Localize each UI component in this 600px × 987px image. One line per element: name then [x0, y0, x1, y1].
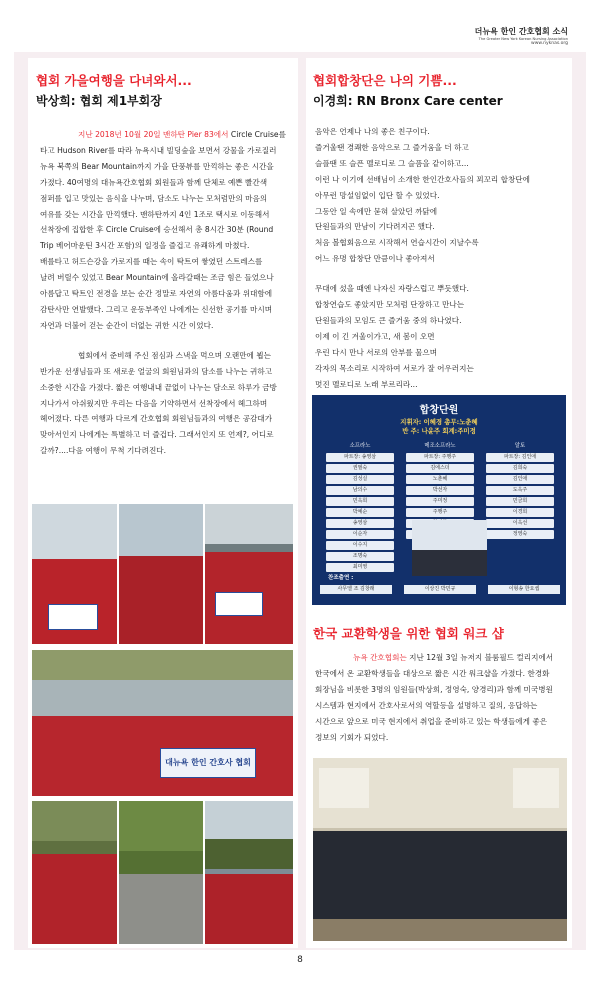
- text-line: 점퍼를 입고 맛있는 음식을 나누며, 담소도 나누는 모처럼만의 마음의: [40, 193, 268, 203]
- roster-cell: 이수지: [326, 541, 394, 550]
- text-line: 음악은 언제나 나의 좋은 친구이다.: [315, 127, 430, 136]
- choir-roster-table: [312, 395, 566, 605]
- guest-performer: 사무엘 조 김창래: [320, 585, 392, 594]
- roster-cell: 이순자: [326, 530, 394, 539]
- text-line: 날려 버릴수 있었고 Bear Mountain에 올라갈때는 조금 힘은 들었으나: [40, 273, 274, 283]
- text-line: 어느 유명 합창단 만큼이나 좋아져서: [315, 254, 435, 264]
- text-line: 선착장에 집합한 후 Circle Cruise에 승선해서 총 8시간 30분 (Round: [40, 225, 274, 235]
- roster-cell: 파트장: 김인애: [486, 453, 554, 462]
- paragraph-lines: [40, 348, 292, 459]
- workshop-body: [315, 650, 567, 745]
- association-banner: [215, 592, 263, 616]
- text-line: 소중한 시간을 가졌다. 짧은 여행내내 끝없이 나누는 담소로 하루가 금방: [40, 382, 277, 392]
- left-article-title: 협회 가을여행을 다녀와서...: [36, 73, 192, 88]
- text-line: 슬플땐 또 슬픈 멜로디로 그 슬픔을 같이하고...: [315, 158, 469, 168]
- roster-cell: 노춘혜: [406, 475, 474, 484]
- workshop-title: 한국 교환학생을 위한 협회 워크 샵: [313, 626, 504, 641]
- text-line: 반가운 선생님들과 또 새로운 얼굴의 회원님과의 담소를 나누는 귀하고: [40, 366, 273, 376]
- masthead-subtitle: The Greater New York Korean Nursing Association: [478, 37, 568, 41]
- roster-cell: 이경희: [486, 508, 554, 517]
- text-line: 시간으로 앞으로 미국 현지에서 취업을 준비하고 있는 학생들에게 좋은: [315, 716, 548, 726]
- date-highlight: 지난 2018년 10월 20일 맨하탄 Pier 83에서: [78, 130, 229, 139]
- text-line: 이런 나 이기에 선배님이 소개한 한인간호사들의 꾀꼬리 합창단에: [315, 174, 530, 184]
- guest-performers-label: 찬조출연 :: [328, 575, 354, 581]
- right-article-byline: 이경희: RN Bronx Care center: [313, 94, 503, 108]
- text-line: 각자의 목소리로 시작하여 서로가 잘 어우러지는: [315, 363, 474, 373]
- text-line: 타고 Hudson River를 따라 뉴욕시내 빌딩숲을 보면서 강물을 가로질러: [40, 145, 277, 155]
- right-article-title: 협회합창단은 나의 기쁨...: [313, 73, 457, 88]
- choir-title: 합창단원: [419, 405, 459, 416]
- paragraph: [40, 127, 292, 143]
- text-line: 갈까?....다음 여행이 무척 기다려진다.: [40, 446, 167, 456]
- roster-cell: 주미정: [406, 497, 474, 506]
- guest-performer: 이형송 한요셉: [488, 585, 560, 594]
- photo-bear-mountain-group: [32, 650, 293, 796]
- choir-leaders-line: 반 주: 나윤주 회계:주미정: [402, 427, 476, 435]
- roster-cell: 남의수: [326, 486, 394, 495]
- text-line: Circle Cruise를: [230, 130, 286, 139]
- text-line: 뉴욕 북쪽의 Bear Mountain까지 가을 단풍뷰를 만끽하는 좋은 시간을: [40, 161, 274, 171]
- text-line: 맞아서인지 나에게는 특별하고 더 즐겁다. 그래서인지 또 언제?, 어디로: [40, 430, 274, 440]
- text-line: 지난 12월 3일 뉴저지 블룸필드 컬리지에서: [406, 653, 554, 662]
- left-article-body: [40, 127, 292, 459]
- text-line: 감탄사만 연발했다. 그리고 운동부족인 나에게는 신선한 공기를 마시며: [40, 304, 273, 314]
- text-line: 한국에서 온 교환학생들을 대상으로 짧은 시간 워크샵을 가졌다. 한경화: [315, 668, 550, 678]
- poem-stanza: [315, 124, 565, 267]
- text-line: 처음 볼협회음으로 시작해서 연습시간이 지날수록: [315, 238, 479, 248]
- roster-cell: 주행주: [406, 508, 474, 517]
- roster-cell: 파트장: 송영삼: [326, 453, 394, 462]
- text-line: 그동안 일 속에만 묻혀 살았던 까닭에: [315, 206, 438, 216]
- roster-cell: 박선자: [406, 486, 474, 495]
- masthead-title: 더뉴욕 한인 간호협회 소식: [474, 27, 568, 36]
- text-line: 자연과 더불어 걷는 순간이 더없는 귀한 시간 이었다.: [40, 320, 214, 330]
- text-line: 회장님을 비롯한 3명의 임원들(박상희, 정영숙, 양경리)과 함께 미국병원: [315, 684, 553, 694]
- text-line: 무대에 섰을 때엔 나자신 자랑스럽고 뿌듯했다.: [315, 284, 469, 294]
- association-banner: 대뉴욕 한인 간호사 협회: [160, 748, 256, 778]
- roster-cell: 박예순: [326, 508, 394, 517]
- text-line: 가졌다. 40여명의 대뉴욕간호협회 회원들과 함께 단체로 예쁜 빨간색: [40, 177, 268, 187]
- roster-cell: 송영삼: [326, 519, 394, 528]
- text-line: 시스템과 현지에서 간호사로서의 역할등을 설명하고 질의, 응답하는: [315, 700, 538, 710]
- roster-cell: 민옥희: [326, 497, 394, 506]
- masthead-url: www.nyknas.org: [531, 41, 568, 46]
- choir-performance-photo: [412, 520, 487, 576]
- choir-leaders-line: 지휘자: 이혜경 총무:노춘혜: [400, 418, 478, 426]
- text-line: Trip 베어마운틴 3시간 포함)의 일정을 즐겁고 유쾌하게 마쳤다.: [40, 241, 250, 251]
- text-line: 즐거울땐 경쾌한 음악으로 그 즐거움을 더 하고: [315, 142, 469, 152]
- text-line: 지나가서 아쉬웠지만 우리는 다음을 기약하면서 선착장에서 헤그하며: [40, 398, 268, 408]
- right-article-body: [315, 124, 565, 393]
- roster-cell: 김성실: [326, 475, 394, 484]
- text-line: 아름답고 탁트인 전경을 보는 순간 정말로 자연의 아름다움과 위대함에: [40, 289, 273, 299]
- text-line: 이제 이 긴 겨울이가고, 새 봄이 오면: [315, 331, 435, 341]
- photo-cruise-deck-group: [119, 504, 203, 644]
- roster-cell: 김인애: [486, 475, 554, 484]
- text-line: 단원들과의 모임도 큰 즐거움 중의 하나였다.: [315, 315, 462, 325]
- masthead: [448, 26, 568, 46]
- roster-cell: 도옥주: [486, 486, 554, 495]
- text-line: 협회에서 준비해 주신 점심과 스낵을 먹으며 오랜만에 뵙는: [78, 350, 271, 360]
- text-line: 우린 다시 만나 서로의 안부를 물으며: [315, 347, 438, 357]
- roster-cell: 조명숙: [326, 552, 394, 561]
- roster-cell: 김희숙: [486, 464, 554, 473]
- left-article-byline: 박상희: 협회 제1부회장: [36, 94, 162, 108]
- poem-stanza: [315, 281, 565, 392]
- text-line: 정보의 기회가 되었다.: [315, 732, 389, 742]
- photo-deck-banner-group: [205, 504, 293, 644]
- text-line: 합창연습도 좋았지만 모처럼 단장하고 만나는: [315, 300, 465, 310]
- roster-cell: 이옥선: [486, 519, 554, 528]
- roster-cell: 최미영: [326, 563, 394, 572]
- photo-workshop-group: [313, 758, 567, 941]
- photo-picnic-table: [119, 801, 203, 944]
- photo-mountain-cruise: [205, 801, 293, 944]
- text-line: 멋진 멜로디로 노래 부르리라...: [315, 379, 418, 389]
- paragraph-lines: [40, 143, 292, 334]
- paragraph: [315, 650, 567, 666]
- text-line: 배를타고 허드슨강을 가로지를 때는 속이 탁트여 쌓였던 스트레스를: [40, 257, 263, 267]
- roster-cell: 파트장: 주행주: [406, 453, 474, 462]
- text-line: 여유를 갖는 시간을 만끽했다. 맨하탄까지 4인 1조로 택시로 이동해서: [40, 209, 270, 219]
- roster-cell: 김에스더: [406, 464, 474, 473]
- column-header-alto: 알토: [514, 443, 526, 449]
- roster-cell: 정영숙: [486, 530, 554, 539]
- roster-cell: 민금희: [486, 497, 554, 506]
- page-number: 8: [297, 955, 303, 965]
- roster-cell: 권필숙: [326, 464, 394, 473]
- paragraph-lines: [315, 666, 567, 746]
- column-header-mezzo: 메조소프라노: [424, 443, 456, 449]
- guest-performer: 이상진 박민규: [404, 585, 476, 594]
- column-header-soprano: 소프라노: [349, 443, 371, 449]
- photo-outdoor-group: [32, 801, 117, 944]
- photo-cruise-ship-group: [32, 504, 117, 644]
- text-line: 헤어졌다. 다른 여행과 다르게 간호협회 회원님들과의 여행은 공감대가: [40, 414, 273, 424]
- text-line: 단원들과의 만남이 기다려지곤 했다.: [315, 222, 435, 232]
- association-banner: [48, 604, 98, 630]
- association-highlight: 뉴욕 간호협회는: [353, 653, 407, 662]
- text-line: 아무런 망설임없이 입단 할 수 있었다.: [315, 190, 440, 200]
